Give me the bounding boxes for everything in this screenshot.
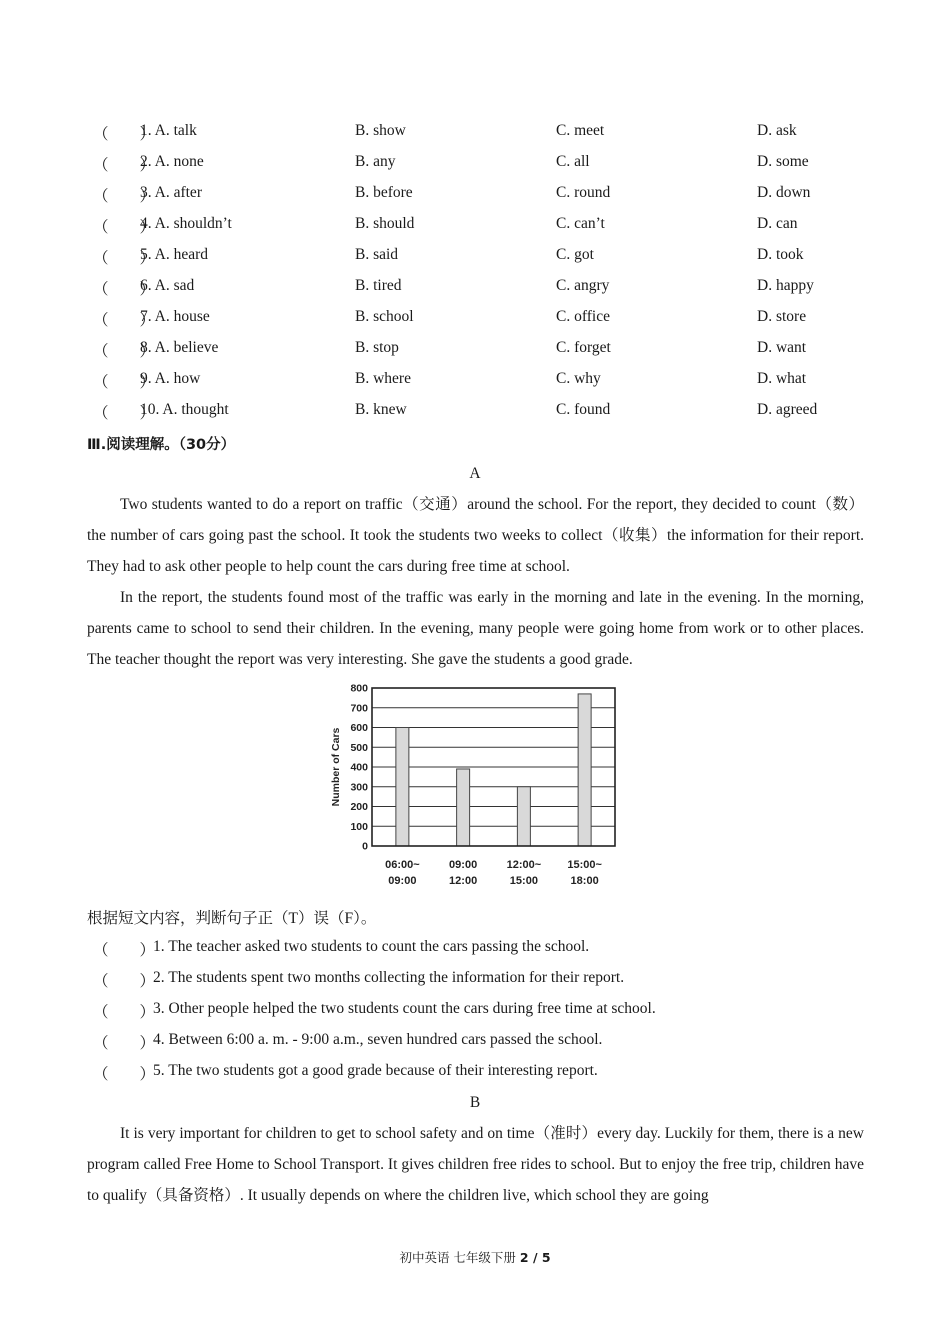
passage-a-paragraph-2: In the report, the students found most of the traffic was early in the morning and late in the evening. In the morning, parents came to school to send their children. In the evening, many people were going home from work or to other places. The teacher thought the report was very interesting. She gave the students a good grade. <box>87 589 864 668</box>
page-footer <box>0 1248 950 1266</box>
option-d: D. ask <box>757 122 797 139</box>
y-tick-label: 600 <box>350 722 368 734</box>
chart-x-tick-labels <box>385 859 602 887</box>
cloze-row <box>0 122 950 153</box>
option-d: D. down <box>757 184 811 201</box>
x-tick-label: 09:00 <box>388 875 417 887</box>
option-c: C. found <box>556 401 611 418</box>
chart-bars <box>396 694 591 846</box>
answer-blank[interactable]: （ ） <box>93 219 156 236</box>
answer-blank[interactable]: （ ） <box>93 126 156 143</box>
option-b: B. should <box>355 215 415 232</box>
option-d: D. what <box>757 370 807 387</box>
option-b: B. tired <box>355 277 402 294</box>
footer-text: 初中英语 七年级下册 <box>399 1250 520 1265</box>
true-false-item <box>93 1062 598 1084</box>
answer-blank[interactable]: （ ） <box>93 281 156 298</box>
traffic-bar-chart <box>325 680 625 892</box>
option-c: C. got <box>556 246 594 263</box>
statement-text: 3. Other people helped the two students count the cars during free time at school. <box>153 1000 656 1017</box>
option-d: D. want <box>757 339 807 356</box>
cloze-row <box>0 184 950 215</box>
option-d: D. store <box>757 308 807 325</box>
option-a: 10. A. thought <box>140 401 229 418</box>
option-b: B. school <box>355 308 414 325</box>
chart-y-tick-labels <box>350 683 368 853</box>
answer-blank[interactable]: （ ） <box>93 374 156 391</box>
bar <box>517 787 530 846</box>
answer-blank[interactable]: （ ） <box>93 1035 156 1052</box>
x-tick-label: 15:00 <box>509 875 538 887</box>
y-tick-label: 200 <box>350 801 368 813</box>
option-b: B. where <box>355 370 411 387</box>
answer-blank[interactable]: （ ） <box>93 405 156 422</box>
option-d: D. can <box>757 215 798 232</box>
passage-a-label: A <box>469 465 481 482</box>
option-a: 7. A. house <box>140 308 210 325</box>
option-c: C. angry <box>556 277 610 294</box>
true-false-item <box>93 969 625 991</box>
cloze-row <box>0 401 950 432</box>
statement-text: 4. Between 6:00 a. m. - 9:00 a.m., seven hundred cars passed the school. <box>153 1031 603 1048</box>
cloze-row <box>0 339 950 370</box>
x-tick-label: 06:00~ <box>385 859 420 871</box>
option-d: D. some <box>757 153 809 170</box>
y-tick-label: 400 <box>350 761 368 774</box>
section-title-reading: Ⅲ.阅读理解。（30分） <box>87 437 236 453</box>
passage-b-paragraph-1: It is very important for children to get to school safety and on time（准时）every day. Luckily for them, there is a new program called Free Home to School Transport. It gives children free rides to school. But to enjoy the free trip, children have to qualify（具备资格）. It usually depends on where the children live, which school they are going <box>87 1125 864 1204</box>
option-c: C. why <box>556 370 601 387</box>
option-b: B. any <box>355 153 396 170</box>
x-tick-label: 12:00~ <box>506 859 542 871</box>
x-tick-label: 15:00~ <box>567 859 602 871</box>
answer-blank[interactable]: （ ） <box>93 157 156 174</box>
answer-blank[interactable]: （ ） <box>93 942 156 959</box>
option-b: B. show <box>355 122 406 139</box>
option-b: B. said <box>355 246 399 263</box>
option-c: C. office <box>556 308 610 325</box>
option-d: D. happy <box>757 277 814 294</box>
statement-text: 1. The teacher asked two students to count the cars passing the school. <box>153 938 590 955</box>
true-false-instruction: 根据短文内容，判断句子正（T）误（F）。 <box>87 910 377 927</box>
answer-blank[interactable]: （ ） <box>93 1066 156 1083</box>
cloze-row <box>0 277 950 308</box>
y-tick-label: 0 <box>362 840 368 853</box>
y-tick-label: 100 <box>350 820 368 833</box>
option-b: B. stop <box>355 339 399 356</box>
bar <box>396 728 409 847</box>
true-false-item <box>93 1031 603 1053</box>
option-a: 2. A. none <box>140 153 204 170</box>
option-a: 5. A. heard <box>140 246 209 263</box>
y-tick-label: 700 <box>350 702 368 715</box>
answer-blank[interactable]: （ ） <box>93 1004 156 1021</box>
page-number: 2 / 5 <box>519 1250 551 1265</box>
option-c: C. forget <box>556 339 611 356</box>
option-d: D. took <box>757 246 804 263</box>
answer-blank[interactable]: （ ） <box>93 250 156 267</box>
option-a: 8. A. believe <box>140 339 219 356</box>
chart-y-axis-label: Number of Cars <box>330 727 342 807</box>
option-a: 9. A. how <box>140 370 201 387</box>
x-tick-label: 09:00 <box>449 859 478 871</box>
y-tick-label: 800 <box>350 682 368 695</box>
cloze-row <box>0 308 950 339</box>
bar <box>457 769 470 846</box>
option-c: C. meet <box>556 122 605 139</box>
cloze-row <box>0 246 950 277</box>
option-a: 6. A. sad <box>140 277 195 294</box>
bar <box>578 694 591 846</box>
true-false-item <box>93 1000 656 1022</box>
answer-blank[interactable]: （ ） <box>93 312 156 329</box>
true-false-item <box>93 938 590 960</box>
option-b: B. knew <box>355 401 407 418</box>
option-b: B. before <box>355 184 413 201</box>
passage-a-paragraph-1: Two students wanted to do a report on traffic（交通）around the school. For the report, they decided to count（数）the number of cars going past the school. It took the students two weeks to collect（收集）the information for their report. They had to ask other people to help count the cars during free time at school. <box>87 496 864 575</box>
option-a: 3. A. after <box>140 184 202 201</box>
cloze-row <box>0 370 950 401</box>
statement-text: 2. The students spent two months collecting the information for their report. <box>153 969 625 986</box>
option-d: D. agreed <box>757 401 818 418</box>
statement-text: 5. The two students got a good grade because of their interesting report. <box>153 1062 598 1079</box>
passage-b-label: B <box>469 1094 481 1111</box>
answer-blank[interactable]: （ ） <box>93 973 156 990</box>
option-c: C. all <box>556 153 590 170</box>
option-a: 4. A. shouldn’t <box>140 215 232 232</box>
option-c: C. can’t <box>556 215 605 232</box>
answer-blank[interactable]: （ ） <box>93 188 156 205</box>
y-tick-label: 500 <box>350 741 368 754</box>
option-a: 1. A. talk <box>140 122 197 139</box>
option-c: C. round <box>556 184 611 201</box>
x-tick-label: 12:00 <box>449 875 478 887</box>
answer-blank[interactable]: （ ） <box>93 343 156 360</box>
y-tick-label: 300 <box>350 781 368 794</box>
cloze-row <box>0 215 950 246</box>
cloze-row <box>0 153 950 184</box>
x-tick-label: 18:00 <box>570 875 599 887</box>
